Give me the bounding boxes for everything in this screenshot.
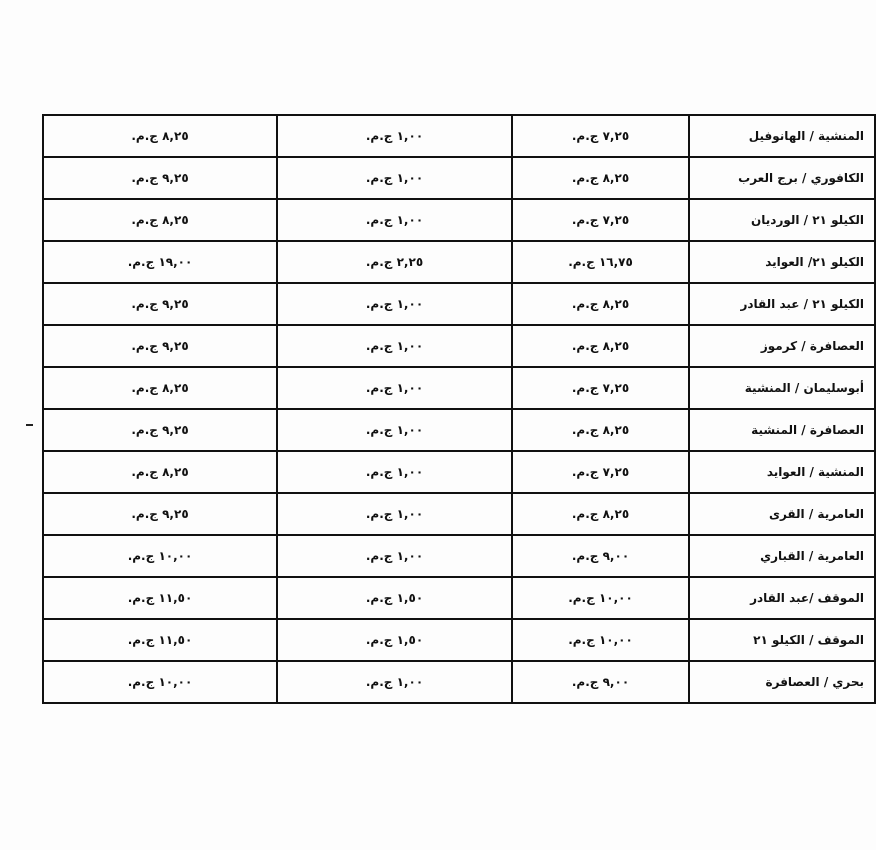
old-fare-cell: ٧,٢٥ ج.م.	[512, 115, 689, 157]
route-cell: المنشية / العوايد	[689, 451, 875, 493]
new-fare-cell: ٩,٢٥ ج.م.	[43, 283, 277, 325]
table-row	[43, 283, 875, 325]
increase-cell: ١,٠٠ ج.م.	[277, 661, 512, 703]
new-fare-cell: ٨,٢٥ ج.م.	[43, 451, 277, 493]
table-row	[43, 367, 875, 409]
old-fare-cell: ٨,٢٥ ج.م.	[512, 409, 689, 451]
route-cell: الموقف /عبد القادر	[689, 577, 875, 619]
table-row	[43, 451, 875, 493]
new-fare-cell: ٩,٢٥ ج.م.	[43, 325, 277, 367]
increase-cell: ٢,٢٥ ج.م.	[277, 241, 512, 283]
table-row	[43, 325, 875, 367]
new-fare-cell: ١٠,٠٠ ج.م.	[43, 661, 277, 703]
old-fare-cell: ٩,٠٠ ج.م.	[512, 535, 689, 577]
increase-cell: ١,٠٠ ج.م.	[277, 115, 512, 157]
old-fare-cell: ١٠,٠٠ ج.م.	[512, 577, 689, 619]
fare-table-body	[43, 115, 875, 703]
table-row	[43, 577, 875, 619]
increase-cell: ١,٠٠ ج.م.	[277, 367, 512, 409]
increase-cell: ١,٠٠ ج.م.	[277, 325, 512, 367]
increase-cell: ١,٠٠ ج.م.	[277, 157, 512, 199]
new-fare-cell: ٩,٢٥ ج.م.	[43, 409, 277, 451]
table-row	[43, 409, 875, 451]
route-cell: العصافرة / كرموز	[689, 325, 875, 367]
increase-cell: ١,٥٠ ج.م.	[277, 577, 512, 619]
table-row	[43, 619, 875, 661]
increase-cell: ١,٠٠ ج.م.	[277, 283, 512, 325]
route-cell: الكيلو ٢١ / الورديان	[689, 199, 875, 241]
fare-table	[42, 114, 876, 704]
increase-cell: ١,٥٠ ج.م.	[277, 619, 512, 661]
increase-cell: ١,٠٠ ج.م.	[277, 451, 512, 493]
new-fare-cell: ١٩,٠٠ ج.م.	[43, 241, 277, 283]
route-cell: العامرية / القباري	[689, 535, 875, 577]
table-row	[43, 493, 875, 535]
new-fare-cell: ١١,٥٠ ج.م.	[43, 577, 277, 619]
route-cell: الكيلو ٢١ / عبد القادر	[689, 283, 875, 325]
route-cell: الكيلو ٢١/ العوايد	[689, 241, 875, 283]
table-row	[43, 241, 875, 283]
route-cell: الموقف / الكيلو ٢١	[689, 619, 875, 661]
old-fare-cell: ٧,٢٥ ج.م.	[512, 451, 689, 493]
old-fare-cell: ١٦,٧٥ ج.م.	[512, 241, 689, 283]
old-fare-cell: ٧,٢٥ ج.م.	[512, 367, 689, 409]
route-cell: أبوسليمان / المنشية	[689, 367, 875, 409]
increase-cell: ١,٠٠ ج.م.	[277, 535, 512, 577]
route-cell: بحري / العصافرة	[689, 661, 875, 703]
new-fare-cell: ١٠,٠٠ ج.م.	[43, 535, 277, 577]
old-fare-cell: ٧,٢٥ ج.م.	[512, 199, 689, 241]
new-fare-cell: ٨,٢٥ ج.م.	[43, 367, 277, 409]
increase-cell: ١,٠٠ ج.م.	[277, 409, 512, 451]
new-fare-cell: ٨,٢٥ ج.م.	[43, 199, 277, 241]
new-fare-cell: ٩,٢٥ ج.م.	[43, 493, 277, 535]
increase-cell: ١,٠٠ ج.م.	[277, 493, 512, 535]
table-row	[43, 199, 875, 241]
table-row	[43, 157, 875, 199]
old-fare-cell: ٨,٢٥ ج.م.	[512, 493, 689, 535]
old-fare-cell: ٨,٢٥ ج.م.	[512, 325, 689, 367]
route-cell: المنشية / الهانوفيل	[689, 115, 875, 157]
old-fare-cell: ٩,٠٠ ج.م.	[512, 661, 689, 703]
new-fare-cell: ٩,٢٥ ج.م.	[43, 157, 277, 199]
old-fare-cell: ٨,٢٥ ج.م.	[512, 283, 689, 325]
old-fare-cell: ٨,٢٥ ج.م.	[512, 157, 689, 199]
route-cell: العصافرة / المنشية	[689, 409, 875, 451]
old-fare-cell: ١٠,٠٠ ج.م.	[512, 619, 689, 661]
new-fare-cell: ٨,٢٥ ج.م.	[43, 115, 277, 157]
increase-cell: ١,٠٠ ج.م.	[277, 199, 512, 241]
table-row	[43, 115, 875, 157]
route-cell: العامرية / القرى	[689, 493, 875, 535]
table-row	[43, 661, 875, 703]
route-cell: الكافوري / برج العرب	[689, 157, 875, 199]
margin-mark	[26, 424, 33, 426]
new-fare-cell: ١١,٥٠ ج.م.	[43, 619, 277, 661]
table-row	[43, 535, 875, 577]
